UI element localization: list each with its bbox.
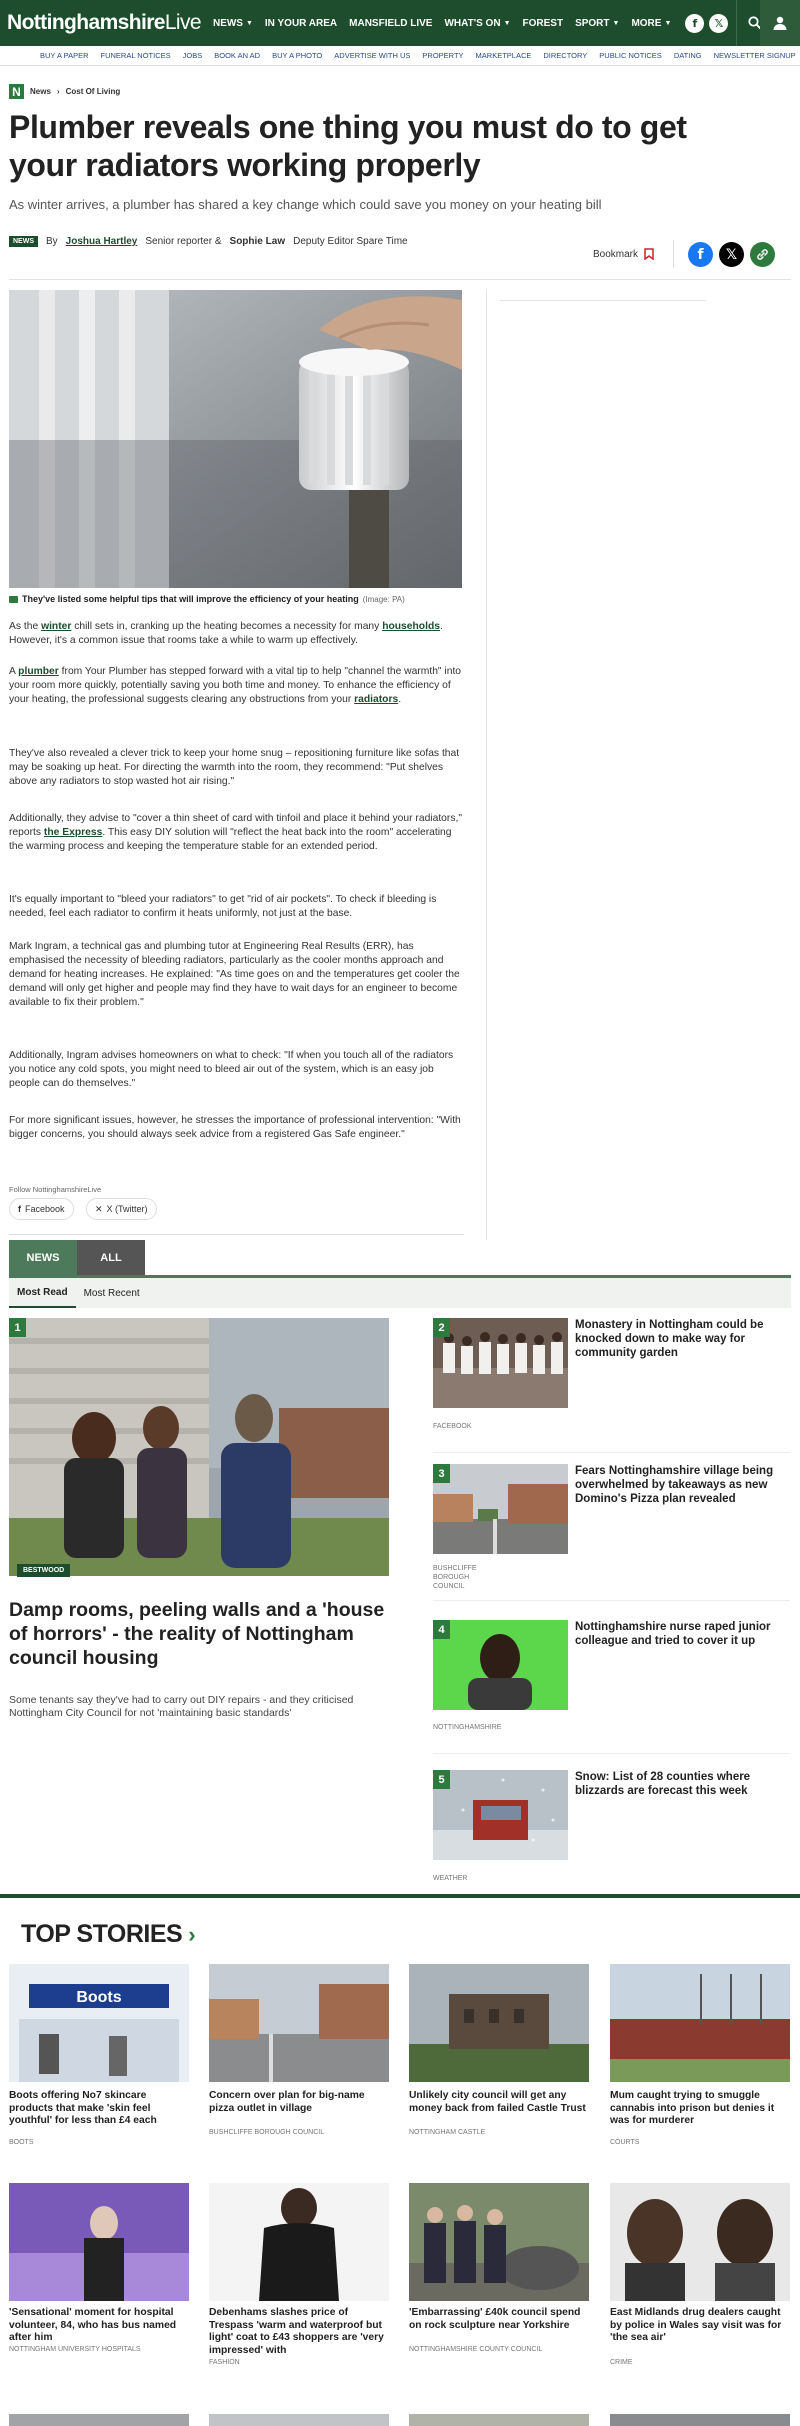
image-caption: They've listed some helpful tips that will improve the efficiency of your heating (Image: PA) — [9, 594, 405, 604]
news-tag: NEWS — [9, 236, 38, 247]
top-story-title-3[interactable]: Unlikely city council will get any money back from failed Castle Trust — [409, 2090, 586, 2114]
top-story-title-1[interactable]: Boots offering No7 skincare products that make 'skin feel youthful' for less than £4 each — [9, 2090, 157, 2126]
top-story-title-6[interactable]: Debenhams slashes price of Trespass 'warm and waterproof but light' coat to £43 shoppers are 'very impressed' with — [209, 2307, 384, 2356]
top-story-image-12[interactable] — [610, 2414, 790, 2426]
top-story-location-3: NOTTINGHAM CASTLE — [409, 2129, 486, 2136]
top-story-title-2[interactable]: Concern over plan for big-name pizza outlet in village — [209, 2090, 365, 2114]
x-twitter-icon: ✕ — [95, 1203, 103, 1214]
most-read-lead-title[interactable]: Damp rooms, peeling walls and a 'house of horrors' - the reality of Nottingham council housing — [9, 1599, 385, 1669]
link-the-express[interactable]: the Express — [43, 827, 103, 838]
subnav-book-an-ad[interactable]: BOOK AN AD — [214, 51, 261, 60]
user-icon — [772, 15, 788, 31]
chevron-right-icon: › — [188, 1921, 196, 1947]
subnav-directory[interactable]: DIRECTORY — [543, 51, 588, 60]
svg-text:Boots: Boots — [76, 1989, 122, 2006]
rank-badge: 3 — [433, 1464, 450, 1483]
most-read-location-4: NOTTINGHAMSHIRE — [433, 1724, 502, 1731]
most-read-title-5[interactable]: Snow: List of 28 counties where blizzards are forecast this week — [575, 1771, 751, 1797]
most-read-image-5[interactable] — [433, 1770, 568, 1860]
article-standfirst: As winter arrives, a plumber has shared a key change which could save you money on your heating bill — [9, 197, 602, 212]
most-read-title-4[interactable]: Nottinghamshire nurse raped junior colleague and tried to cover it up — [575, 1621, 771, 1647]
subnav-dating[interactable]: DATING — [673, 51, 702, 60]
site-logo[interactable]: NottinghamshireLive — [7, 11, 201, 34]
article-paragraph-8: For more significant issues, however, he stresses the importance of professional intervention: "With bigger concerns, you should always seek advice from a registered Gas Safe engineer." — [9, 1115, 461, 1140]
author-role: Senior reporter & — [145, 236, 222, 247]
rank-badge: 5 — [433, 1770, 450, 1789]
nav-mansfield-live[interactable]: MANSFIELD LIVE — [349, 17, 433, 29]
top-story-location-1: BOOTS — [9, 2139, 34, 2146]
location-tag: BESTWOOD — [17, 1564, 70, 1577]
chevron-down-icon: ▼ — [503, 19, 511, 27]
top-story-title-5[interactable]: 'Sensational' moment for hospital volunteer, 84, who has bus named after him — [9, 2307, 177, 2343]
main-nav — [207, 18, 677, 29]
tab-all[interactable]: ALL — [77, 1240, 145, 1275]
copy-link-icon[interactable] — [750, 242, 775, 267]
bookmark-label: Bookmark — [593, 248, 639, 260]
second-author-role: Deputy Editor Spare Time — [293, 236, 408, 247]
nav-forest[interactable]: FOREST — [522, 17, 564, 29]
article-paragraph-7: Additionally, Ingram advises homeowners on what to check: "If when you touch all of the radiators you notice any cold spots, you might need to bleed air out of the system, which is an easy job people can do themselves." — [9, 1050, 454, 1089]
top-story-image-2[interactable] — [209, 1964, 389, 2082]
top-story-image-1[interactable] — [9, 1964, 189, 2082]
top-story-location-4: COURTS — [610, 2139, 640, 2146]
subnav-buy-a-paper[interactable]: BUY A PAPER — [40, 51, 89, 60]
x-twitter-icon[interactable]: 𝕏 — [709, 14, 728, 33]
nav-sport[interactable]: SPORT ▼ — [575, 17, 620, 29]
image-credit: (Image: PA) — [362, 594, 405, 604]
most-read-tabs — [9, 1278, 791, 1308]
subnav-public-notices[interactable]: PUBLIC NOTICES — [599, 51, 662, 60]
tab-news[interactable]: NEWS — [9, 1240, 77, 1275]
breadcrumb — [9, 84, 120, 99]
most-read-location-3: BUSHCLIFFE BOROUGH COUNCIL — [433, 1565, 477, 1590]
rank-badge: 4 — [433, 1620, 450, 1639]
nav-in-your-area[interactable]: IN YOUR AREA — [264, 17, 338, 29]
tab-most-recent[interactable]: Most Recent — [83, 1287, 140, 1299]
bookmark-icon — [644, 248, 654, 260]
second-author: Sophie Law — [229, 236, 286, 247]
nav-news[interactable]: NEWS ▼ — [212, 17, 253, 29]
nav-more[interactable]: MORE ▼ — [631, 17, 672, 29]
account-button[interactable] — [760, 0, 800, 46]
subnav-buy-a-photo[interactable]: BUY A PHOTO — [272, 51, 323, 60]
most-read-image-3[interactable] — [433, 1464, 568, 1554]
top-story-title-7[interactable]: 'Embarrassing' £40k council spend on rock sculpture near Yorkshire — [409, 2307, 581, 2331]
top-story-image-6[interactable] — [209, 2183, 389, 2301]
top-story-image-10[interactable] — [209, 2414, 389, 2426]
follow-label: Follow NottinghamshireLive — [9, 1185, 102, 1194]
article-paragraph-4: Additionally, they advise to "cover a thin sheet of card with tinfoil and place it behind your radiators," reports the Express. This easy DIY solution will "reflect the heat back into the room" accelerating the warming process and keeping the temperature stable for an extended period. — [9, 813, 462, 852]
most-read-image-4[interactable] — [433, 1620, 568, 1710]
rank-badge: 1 — [9, 1318, 26, 1337]
nav-whats-on[interactable]: WHAT'S ON ▼ — [444, 17, 511, 29]
top-stories-heading[interactable]: TOP STORIES › — [21, 1920, 196, 1948]
most-read-lead-description: Some tenants say they've had to carry out DIY repairs - and they criticised Nottingham City Council for not 'maintaining basic standards' — [9, 1694, 354, 1719]
facebook-icon: f — [18, 1204, 21, 1214]
author-link[interactable]: Joshua Hartley — [65, 236, 138, 247]
link-plumber[interactable]: plumber — [18, 666, 59, 677]
breadcrumb-cost-of-living[interactable]: Cost Of Living — [65, 87, 121, 96]
most-read-lead-image[interactable] — [9, 1318, 389, 1576]
site-header — [0, 0, 800, 46]
top-story-location-5: NOTTINGHAM UNIVERSITY HOSPITALS — [9, 2346, 141, 2353]
subnav-advertise[interactable]: ADVERTISE WITH US — [334, 51, 411, 60]
share-buttons — [688, 242, 775, 267]
top-story-location-7: NOTTINGHAMSHIRE COUNTY COUNCIL — [409, 2346, 543, 2353]
article-paragraph-2: A plumber from Your Plumber has stepped forward with a vital tip to help "channel the warmth" into your room more quickly, potentially saving you both time and money. To enhance the efficiency of your heating, the professional suggests clearing any obstructions from your radiators. — [9, 666, 462, 705]
share-x-icon[interactable]: 𝕏 — [719, 242, 744, 267]
breadcrumb-separator: › — [56, 87, 60, 96]
hero-image-radiator-valve — [9, 290, 462, 588]
byline-by: By — [46, 236, 58, 247]
top-story-location-2: BUSHCLIFFE BOROUGH COUNCIL — [209, 2129, 325, 2136]
camera-icon — [9, 596, 18, 603]
article-paragraph-5: It's equally important to "bleed your radiators" to get "rid of air pockets". To check if bleeding is needed, feel each radiator to confirm it heats uniformly, not just at the base. — [9, 894, 437, 919]
most-read-image-2[interactable] — [433, 1318, 568, 1408]
sub-nav — [0, 46, 800, 66]
article-paragraph-6: Mark Ingram, a technical gas and plumbing tutor at Engineering Real Results (ERR), has emphasised the necessity of bleeding radiators, particularly as the cooler months approach and demand for heating increases. He explained: "As time goes on and the temperatures get cooler the demand will only get higher and people may find they have to wait days for an engineer to become available to fix their problem." — [9, 941, 460, 1008]
news-tabs — [9, 1240, 145, 1275]
link-winter[interactable]: winter — [41, 621, 72, 632]
subnav-marketplace[interactable]: MARKETPLACE — [475, 51, 532, 60]
top-story-image-3[interactable] — [409, 1964, 589, 2082]
subnav-property[interactable]: PROPERTY — [422, 51, 464, 60]
facebook-icon[interactable]: f — [685, 14, 704, 33]
article-paragraph-3: They've also revealed a clever trick to keep your home snug – repositioning furniture like sofas that may be soaking up heat. For directing the warmth into the room, they recommend: "Put shelves above any radiators to stop wasted hot air rising." — [9, 748, 460, 787]
byline — [9, 236, 408, 247]
subnav-jobs[interactable]: JOBS — [182, 51, 203, 60]
top-story-image-7[interactable] — [409, 2183, 589, 2301]
article-paragraph-1: As the winter chill sets in, cranking up the heating becomes a necessity for many households. However, it's a common issue that rooms take a while to warm up effectively. — [9, 621, 443, 646]
link-radiators[interactable]: radiators — [354, 694, 399, 705]
link-households[interactable]: households — [382, 621, 440, 632]
top-story-title-8[interactable]: East Midlands drug dealers caught by police in Wales say visit was for 'the sea air' — [610, 2307, 782, 2343]
top-story-image-11[interactable] — [409, 2414, 589, 2426]
most-read-location-5: WEATHER — [433, 1875, 468, 1882]
rank-badge: 2 — [433, 1318, 450, 1337]
chevron-down-icon: ▼ — [664, 19, 672, 27]
follow-facebook-button[interactable]: f Facebook — [9, 1198, 74, 1220]
most-read-title-3[interactable]: Fears Nottinghamshire village being overwhelmed by takeaways as new Domino's Pizza plan revealed — [575, 1465, 774, 1505]
top-story-image-8[interactable] — [610, 2183, 790, 2301]
subnav-funeral-notices[interactable]: FUNERAL NOTICES — [100, 51, 171, 60]
top-story-title-4[interactable]: Mum caught trying to smuggle cannabis into prison but denies it was for murderer — [610, 2090, 775, 2126]
top-story-location-8: CRIME — [610, 2359, 633, 2366]
share-facebook-icon[interactable]: f — [688, 242, 713, 267]
section-logo-badge: N — [9, 84, 24, 99]
most-read-location-2: FACEBOOK — [433, 1423, 472, 1430]
bookmark-button[interactable] — [593, 248, 654, 260]
top-story-image-5[interactable] — [9, 2183, 189, 2301]
chevron-down-icon: ▼ — [612, 19, 620, 27]
tab-most-read[interactable]: Most Read — [9, 1278, 76, 1308]
article-headline: Plumber reveals one thing you must do to get your radiators working properly — [9, 109, 687, 183]
top-story-location-6: FASHION — [209, 2359, 240, 2366]
top-story-image-9[interactable] — [9, 2414, 189, 2426]
most-read-title-2[interactable]: Monastery in Nottingham could be knocked down to make way for community garden — [575, 1319, 764, 1359]
follow-x-button[interactable]: ✕ X (Twitter) — [86, 1198, 157, 1220]
chevron-down-icon: ▼ — [245, 19, 253, 27]
breadcrumb-news[interactable]: News — [30, 87, 51, 96]
top-story-image-4[interactable] — [610, 1964, 790, 2082]
subnav-newsletter-signup[interactable]: NEWSLETTER SIGNUP — [713, 51, 796, 60]
